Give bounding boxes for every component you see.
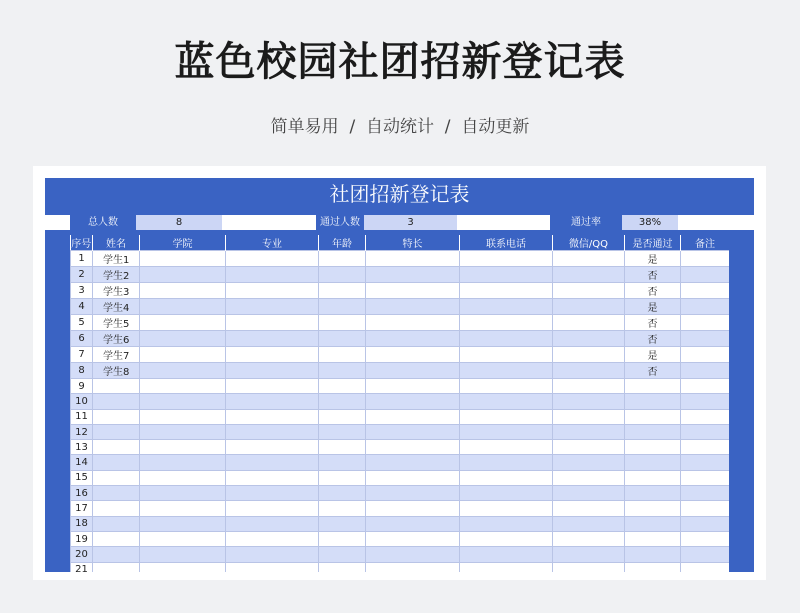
- college-cell[interactable]: [140, 283, 226, 299]
- wechat-qq-cell[interactable]: [553, 394, 625, 409]
- passed-cell[interactable]: [625, 562, 681, 572]
- phone-cell[interactable]: [460, 547, 553, 562]
- passed-cell[interactable]: [625, 424, 681, 439]
- total-count-label: 总人数: [70, 215, 136, 230]
- age-cell[interactable]: [319, 547, 366, 562]
- column-header: 序号: [71, 235, 93, 251]
- remarks-cell[interactable]: [681, 409, 730, 424]
- college-cell[interactable]: [140, 562, 226, 572]
- phone-cell[interactable]: [460, 486, 553, 501]
- row-number-cell[interactable]: 17: [71, 501, 93, 516]
- passed-count-label: 通过人数: [316, 215, 364, 230]
- page-subtitle: 简单易用 / 自动统计 / 自动更新: [270, 117, 530, 137]
- wechat-qq-cell[interactable]: [553, 547, 625, 562]
- major-cell[interactable]: [226, 394, 319, 409]
- specialty-cell[interactable]: [366, 501, 460, 516]
- college-cell[interactable]: [140, 486, 226, 501]
- sheet-frame: [45, 178, 754, 572]
- total-count-value[interactable]: 8: [136, 215, 222, 230]
- table-row: [71, 283, 730, 299]
- phone-cell[interactable]: [460, 347, 553, 363]
- student-name-cell[interactable]: [93, 562, 140, 572]
- major-cell[interactable]: [226, 470, 319, 485]
- student-name-cell[interactable]: [93, 455, 140, 470]
- column-header: 是否通过: [625, 235, 681, 251]
- table-row: [71, 486, 730, 501]
- specialty-cell[interactable]: [366, 283, 460, 299]
- age-cell[interactable]: [319, 394, 366, 409]
- major-cell[interactable]: [226, 486, 319, 501]
- remarks-cell[interactable]: [681, 531, 730, 546]
- phone-cell[interactable]: [460, 267, 553, 283]
- specialty-cell[interactable]: [366, 394, 460, 409]
- major-cell[interactable]: [226, 267, 319, 283]
- passed-cell[interactable]: 是: [625, 299, 681, 315]
- age-cell[interactable]: [319, 315, 366, 331]
- pass-rate-label: 通过率: [550, 215, 622, 230]
- table-row: [71, 347, 730, 363]
- age-cell[interactable]: [319, 267, 366, 283]
- specialty-cell[interactable]: [366, 315, 460, 331]
- college-cell[interactable]: [140, 267, 226, 283]
- specialty-cell[interactable]: [366, 331, 460, 347]
- major-cell[interactable]: [226, 440, 319, 455]
- college-cell[interactable]: [140, 455, 226, 470]
- age-cell[interactable]: [319, 486, 366, 501]
- row-number-cell[interactable]: 10: [71, 394, 93, 409]
- passed-cell[interactable]: 否: [625, 331, 681, 347]
- college-cell[interactable]: [140, 315, 226, 331]
- table-row: [71, 470, 730, 485]
- wechat-qq-cell[interactable]: [553, 379, 625, 394]
- column-header: 微信/QQ: [553, 235, 625, 251]
- page-title: 蓝色校园社团招新登记表: [174, 39, 626, 85]
- table-row: [71, 315, 730, 331]
- specialty-cell[interactable]: [366, 531, 460, 546]
- student-name-cell[interactable]: [93, 379, 140, 394]
- phone-cell[interactable]: [460, 363, 553, 379]
- table-row: [71, 501, 730, 516]
- remarks-cell[interactable]: [681, 424, 730, 439]
- phone-cell[interactable]: [460, 299, 553, 315]
- remarks-cell[interactable]: [681, 363, 730, 379]
- specialty-cell[interactable]: [366, 547, 460, 562]
- age-cell[interactable]: [319, 440, 366, 455]
- student-name-cell[interactable]: [93, 531, 140, 546]
- major-cell[interactable]: [226, 424, 319, 439]
- passed-cell[interactable]: 否: [625, 283, 681, 299]
- college-cell[interactable]: [140, 424, 226, 439]
- major-cell[interactable]: [226, 379, 319, 394]
- age-cell[interactable]: [319, 299, 366, 315]
- row-number-cell[interactable]: 7: [71, 347, 93, 363]
- column-header: 特长: [366, 235, 460, 251]
- wechat-qq-cell[interactable]: [553, 363, 625, 379]
- remarks-cell[interactable]: [681, 562, 730, 572]
- table-row: [71, 363, 730, 379]
- student-name-cell[interactable]: [93, 409, 140, 424]
- table-row: [71, 424, 730, 439]
- table-row: [71, 531, 730, 546]
- student-name-cell[interactable]: [93, 486, 140, 501]
- phone-cell[interactable]: [460, 283, 553, 299]
- student-name-cell[interactable]: 学生7: [93, 347, 140, 363]
- row-number-cell[interactable]: 4: [71, 299, 93, 315]
- phone-cell[interactable]: [460, 470, 553, 485]
- column-header: 年龄: [319, 235, 366, 251]
- phone-cell[interactable]: [460, 501, 553, 516]
- age-cell[interactable]: [319, 363, 366, 379]
- phone-cell[interactable]: [460, 251, 553, 267]
- phone-cell[interactable]: [460, 531, 553, 546]
- student-name-cell[interactable]: [93, 547, 140, 562]
- remarks-cell[interactable]: [681, 347, 730, 363]
- wechat-qq-cell[interactable]: [553, 267, 625, 283]
- column-header: 备注: [681, 235, 730, 251]
- remarks-cell[interactable]: [681, 283, 730, 299]
- major-cell[interactable]: [226, 251, 319, 267]
- specialty-cell[interactable]: [366, 455, 460, 470]
- column-header: 姓名: [93, 235, 140, 251]
- college-cell[interactable]: [140, 363, 226, 379]
- remarks-cell[interactable]: [681, 501, 730, 516]
- table-row: [71, 379, 730, 394]
- age-cell[interactable]: [319, 562, 366, 572]
- specialty-cell[interactable]: [366, 409, 460, 424]
- remarks-cell[interactable]: [681, 315, 730, 331]
- remarks-cell[interactable]: [681, 486, 730, 501]
- table-row: [71, 455, 730, 470]
- student-name-cell[interactable]: [93, 516, 140, 531]
- passed-cell[interactable]: [625, 516, 681, 531]
- specialty-cell[interactable]: [366, 363, 460, 379]
- column-header: 学院: [140, 235, 226, 251]
- row-number-cell[interactable]: 8: [71, 363, 93, 379]
- passed-cell[interactable]: 是: [625, 347, 681, 363]
- wechat-qq-cell[interactable]: [553, 440, 625, 455]
- specialty-cell[interactable]: [366, 486, 460, 501]
- age-cell[interactable]: [319, 455, 366, 470]
- wechat-qq-cell[interactable]: [553, 501, 625, 516]
- wechat-qq-cell[interactable]: [553, 251, 625, 267]
- major-cell[interactable]: [226, 547, 319, 562]
- student-name-cell[interactable]: 学生8: [93, 363, 140, 379]
- remarks-cell[interactable]: [681, 331, 730, 347]
- wechat-qq-cell[interactable]: [553, 331, 625, 347]
- major-cell[interactable]: [226, 331, 319, 347]
- row-number-cell[interactable]: 5: [71, 315, 93, 331]
- age-cell[interactable]: [319, 409, 366, 424]
- college-cell[interactable]: [140, 547, 226, 562]
- table-row: [71, 267, 730, 283]
- column-header: 专业: [226, 235, 319, 251]
- student-name-cell[interactable]: 学生1: [93, 251, 140, 267]
- row-number-cell[interactable]: 20: [71, 547, 93, 562]
- table-row: [71, 547, 730, 562]
- college-cell[interactable]: [140, 251, 226, 267]
- passed-cell[interactable]: [625, 547, 681, 562]
- college-cell[interactable]: [140, 440, 226, 455]
- major-cell[interactable]: [226, 283, 319, 299]
- phone-cell[interactable]: [460, 424, 553, 439]
- wechat-qq-cell[interactable]: [553, 470, 625, 485]
- age-cell[interactable]: [319, 501, 366, 516]
- age-cell[interactable]: [319, 283, 366, 299]
- age-cell[interactable]: [319, 379, 366, 394]
- row-number-cell[interactable]: 14: [71, 455, 93, 470]
- remarks-cell[interactable]: [681, 379, 730, 394]
- remarks-cell[interactable]: [681, 299, 730, 315]
- phone-cell[interactable]: [460, 331, 553, 347]
- age-cell[interactable]: [319, 347, 366, 363]
- phone-cell[interactable]: [460, 440, 553, 455]
- remarks-cell[interactable]: [681, 455, 730, 470]
- wechat-qq-cell[interactable]: [553, 347, 625, 363]
- specialty-cell[interactable]: [366, 347, 460, 363]
- passed-cell[interactable]: 否: [625, 267, 681, 283]
- wechat-qq-cell[interactable]: [553, 315, 625, 331]
- table-body: [71, 251, 730, 573]
- table-row: [71, 394, 730, 409]
- passed-cell[interactable]: [625, 470, 681, 485]
- college-cell[interactable]: [140, 409, 226, 424]
- student-name-cell[interactable]: 学生3: [93, 283, 140, 299]
- wechat-qq-cell[interactable]: [553, 531, 625, 546]
- major-cell[interactable]: [226, 315, 319, 331]
- spreadsheet-card: [33, 166, 766, 580]
- college-cell[interactable]: [140, 394, 226, 409]
- phone-cell[interactable]: [460, 455, 553, 470]
- row-number-cell[interactable]: 1: [71, 251, 93, 267]
- age-cell[interactable]: [319, 331, 366, 347]
- row-number-cell[interactable]: 21: [71, 562, 93, 572]
- row-number-cell[interactable]: 2: [71, 267, 93, 283]
- college-cell[interactable]: [140, 379, 226, 394]
- phone-cell[interactable]: [460, 315, 553, 331]
- remarks-cell[interactable]: [681, 251, 730, 267]
- college-cell[interactable]: [140, 299, 226, 315]
- specialty-cell[interactable]: [366, 562, 460, 572]
- wechat-qq-cell[interactable]: [553, 562, 625, 572]
- specialty-cell[interactable]: [366, 267, 460, 283]
- phone-cell[interactable]: [460, 516, 553, 531]
- row-number-cell[interactable]: 15: [71, 470, 93, 485]
- student-name-cell[interactable]: 学生5: [93, 315, 140, 331]
- remarks-cell[interactable]: [681, 516, 730, 531]
- remarks-cell[interactable]: [681, 470, 730, 485]
- age-cell[interactable]: [319, 516, 366, 531]
- row-number-cell[interactable]: 18: [71, 516, 93, 531]
- passed-count-value[interactable]: 3: [364, 215, 457, 230]
- student-name-cell[interactable]: [93, 501, 140, 516]
- specialty-cell[interactable]: [366, 379, 460, 394]
- major-cell[interactable]: [226, 363, 319, 379]
- major-cell[interactable]: [226, 347, 319, 363]
- student-name-cell[interactable]: [93, 394, 140, 409]
- table-row: [71, 562, 730, 572]
- table-row: [71, 251, 730, 267]
- college-cell[interactable]: [140, 501, 226, 516]
- specialty-cell[interactable]: [366, 440, 460, 455]
- summary-bar: [45, 215, 754, 230]
- college-cell[interactable]: [140, 516, 226, 531]
- table-header-row: [71, 235, 730, 251]
- specialty-cell[interactable]: [366, 424, 460, 439]
- remarks-cell[interactable]: [681, 440, 730, 455]
- table-row: [71, 331, 730, 347]
- phone-cell[interactable]: [460, 379, 553, 394]
- row-number-cell[interactable]: 3: [71, 283, 93, 299]
- phone-cell[interactable]: [460, 409, 553, 424]
- age-cell[interactable]: [319, 251, 366, 267]
- age-cell[interactable]: [319, 531, 366, 546]
- passed-cell[interactable]: [625, 440, 681, 455]
- wechat-qq-cell[interactable]: [553, 283, 625, 299]
- college-cell[interactable]: [140, 331, 226, 347]
- remarks-cell[interactable]: [681, 547, 730, 562]
- major-cell[interactable]: [226, 516, 319, 531]
- passed-cell[interactable]: [625, 379, 681, 394]
- wechat-qq-cell[interactable]: [553, 424, 625, 439]
- student-name-cell[interactable]: [93, 470, 140, 485]
- specialty-cell[interactable]: [366, 299, 460, 315]
- passed-cell[interactable]: [625, 501, 681, 516]
- pass-rate-value[interactable]: 38%: [622, 215, 678, 230]
- table-row: [71, 299, 730, 315]
- row-number-cell[interactable]: 6: [71, 331, 93, 347]
- registration-table: [70, 235, 729, 572]
- sheet-title: 社团招新登记表: [329, 182, 470, 206]
- age-cell[interactable]: [319, 424, 366, 439]
- college-cell[interactable]: [140, 531, 226, 546]
- age-cell[interactable]: [319, 470, 366, 485]
- major-cell[interactable]: [226, 531, 319, 546]
- wechat-qq-cell[interactable]: [553, 299, 625, 315]
- row-number-cell[interactable]: 19: [71, 531, 93, 546]
- table-row: [71, 409, 730, 424]
- passed-cell[interactable]: [625, 486, 681, 501]
- passed-cell[interactable]: [625, 531, 681, 546]
- row-number-cell[interactable]: 12: [71, 424, 93, 439]
- column-header: 联系电话: [460, 235, 553, 251]
- passed-cell[interactable]: 否: [625, 363, 681, 379]
- passed-cell[interactable]: [625, 455, 681, 470]
- registration-table-wrap: [70, 235, 729, 572]
- row-number-cell[interactable]: 16: [71, 486, 93, 501]
- student-name-cell[interactable]: 学生6: [93, 331, 140, 347]
- student-name-cell[interactable]: [93, 440, 140, 455]
- major-cell[interactable]: [226, 562, 319, 572]
- phone-cell[interactable]: [460, 394, 553, 409]
- passed-cell[interactable]: [625, 394, 681, 409]
- table-row: [71, 440, 730, 455]
- row-number-cell[interactable]: 9: [71, 379, 93, 394]
- wechat-qq-cell[interactable]: [553, 455, 625, 470]
- passed-cell[interactable]: 否: [625, 315, 681, 331]
- wechat-qq-cell[interactable]: [553, 516, 625, 531]
- passed-cell[interactable]: 是: [625, 251, 681, 267]
- major-cell[interactable]: [226, 409, 319, 424]
- specialty-cell[interactable]: [366, 251, 460, 267]
- student-name-cell[interactable]: 学生4: [93, 299, 140, 315]
- row-number-cell[interactable]: 13: [71, 440, 93, 455]
- major-cell[interactable]: [226, 455, 319, 470]
- student-name-cell[interactable]: [93, 424, 140, 439]
- specialty-cell[interactable]: [366, 470, 460, 485]
- college-cell[interactable]: [140, 347, 226, 363]
- phone-cell[interactable]: [460, 562, 553, 572]
- remarks-cell[interactable]: [681, 267, 730, 283]
- major-cell[interactable]: [226, 501, 319, 516]
- remarks-cell[interactable]: [681, 394, 730, 409]
- student-name-cell[interactable]: 学生2: [93, 267, 140, 283]
- college-cell[interactable]: [140, 470, 226, 485]
- major-cell[interactable]: [226, 299, 319, 315]
- row-number-cell[interactable]: 11: [71, 409, 93, 424]
- passed-cell[interactable]: [625, 409, 681, 424]
- wechat-qq-cell[interactable]: [553, 409, 625, 424]
- specialty-cell[interactable]: [366, 516, 460, 531]
- table-row: [71, 516, 730, 531]
- wechat-qq-cell[interactable]: [553, 486, 625, 501]
